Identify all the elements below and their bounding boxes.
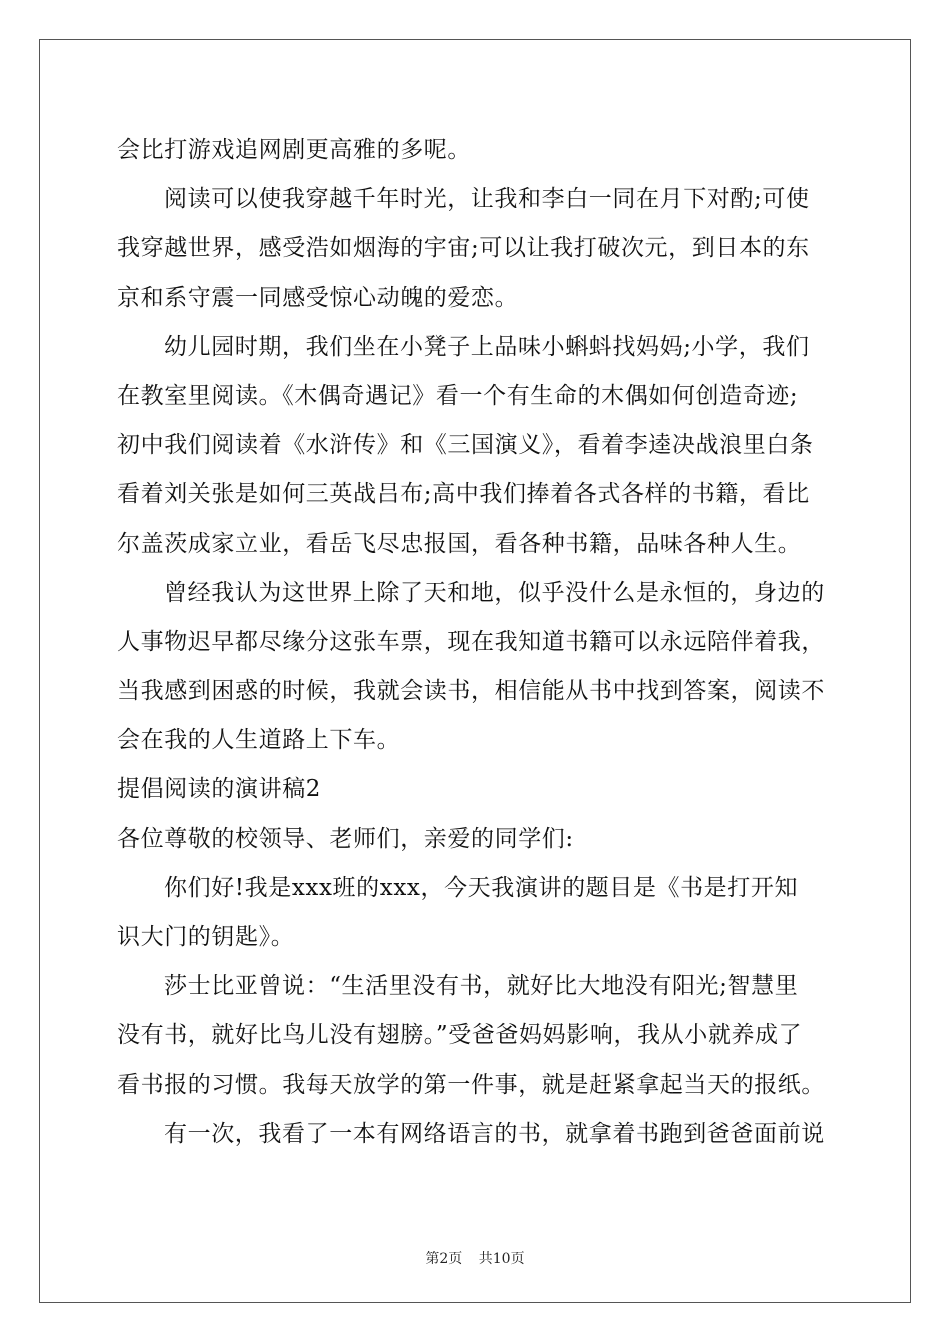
text-line: 当我感到困惑的时候，我就会读书，相信能从书中找到答案，阅读不 — [117, 678, 825, 705]
text-line: 人事物迟早都尽缘分这张车票，现在我知道书籍可以永远陪伴着我， — [117, 628, 825, 655]
text-line: 京和系守震一同感受惊心动魄的爱恋。 — [117, 284, 519, 311]
text-line: 看着刘关张是如何三英战吕布;高中我们捧着各式各样的书籍，看比 — [117, 481, 810, 508]
text-line: 会在我的人生道路上下车。 — [117, 727, 401, 754]
page-number: 第2页 — [425, 1251, 463, 1267]
text-line: 幼儿园时期，我们坐在小凳子上品味小蝌蚪找妈妈;小学，我们 — [164, 333, 810, 360]
text-line: 我穿越世界，感受浩如烟海的宇宙;可以让我打破次元，到日本的东 — [117, 235, 810, 262]
text-line: 看书报的习惯。我每天放学的第一件事，就是赶紧拿起当天的报纸。 — [117, 1071, 825, 1098]
text-line: 各位尊敬的校领导、老师们，亲爱的同学们: — [117, 825, 574, 852]
page-footer — [0, 1248, 950, 1268]
text-line: 曾经我认为这世界上除了天和地，似乎没什么是永恒的，身边的 — [164, 579, 825, 606]
text-line: 有一次，我看了一本有网络语言的书，就拿着书跑到爸爸面前说 — [164, 1120, 825, 1147]
text-line: 提倡阅读的演讲稿2 — [117, 776, 322, 803]
text-line: 在教室里阅读。《木偶奇遇记》看一个有生命的木偶如何创造奇迹; — [117, 382, 799, 409]
page-total: 共10页 — [478, 1251, 525, 1267]
text-line: 没有书，就好比鸟儿没有翅膀。”受爸爸妈妈影响，我从小就养成了 — [117, 1022, 803, 1049]
text-line: 初中我们阅读着《水浒传》和《三国演义》，看着李逵决战浪里白条 — [117, 432, 814, 459]
document-body — [117, 126, 833, 1159]
text-line: 你们好!我是xxx班的xxx，今天我演讲的题目是《书是打开知 — [164, 874, 799, 901]
text-line: 尔盖茨成家立业，看岳飞尽忠报国，看各种书籍，品味各种人生。 — [117, 530, 802, 557]
text-line: 莎士比亚曾说：“生活里没有书，就好比大地没有阳光;智慧里 — [164, 973, 799, 1000]
text-line: 会比打游戏追网剧更高雅的多呢。 — [117, 137, 471, 163]
text-line: 识大门的钥匙》。 — [117, 924, 295, 950]
text-line: 阅读可以使我穿越千年时光，让我和李白一同在月下对酌;可使 — [164, 186, 810, 213]
